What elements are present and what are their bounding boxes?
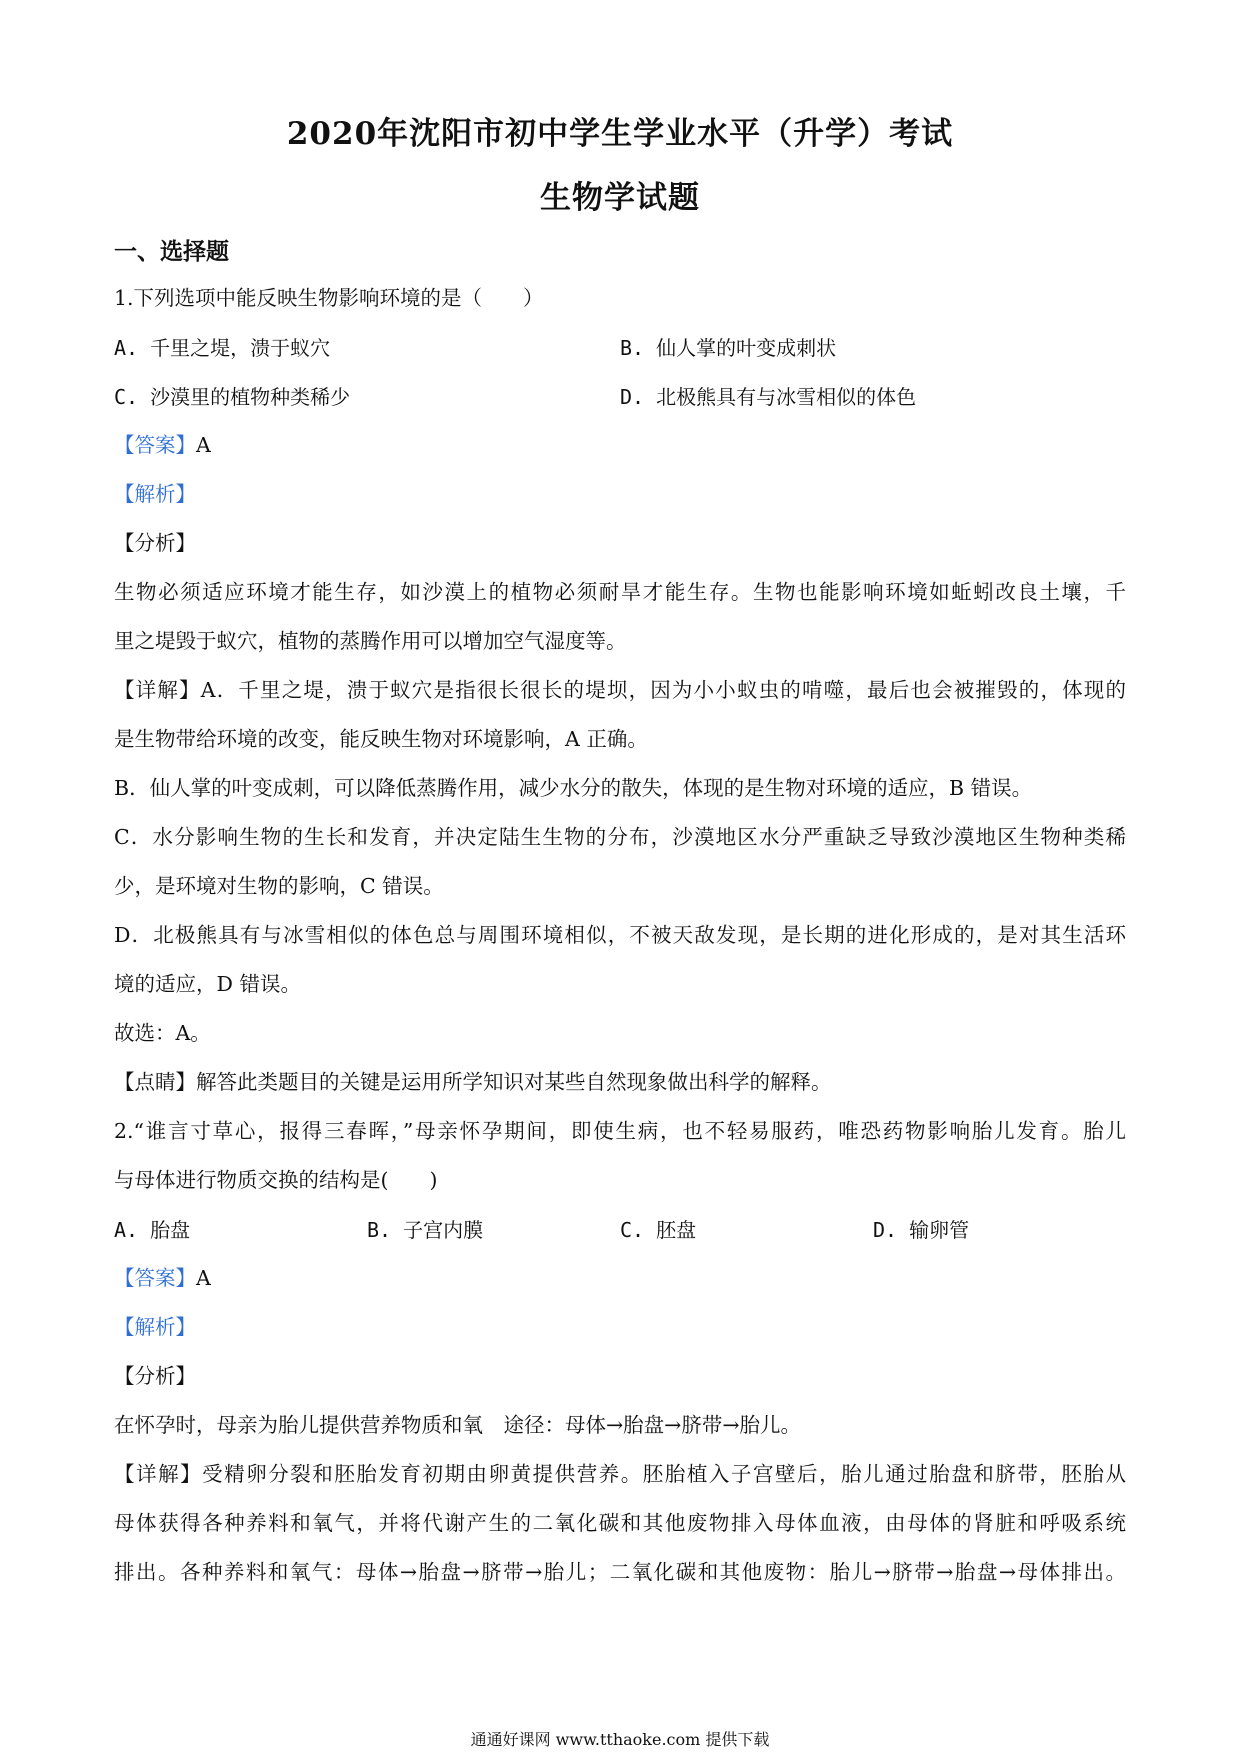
q1-detail-line: D．北极熊具有与冰雪相似的体色总与周围环境相似，不被天敌发现，是长期的进化形成的，是对其生活环 [114, 923, 1126, 947]
exam-title: 2020年沈阳市初中学生学业水平（升学）考试 [286, 116, 954, 152]
q1-option-b: B. 仙人掌的叶变成刺状 [620, 336, 837, 360]
q2-option-a: A. 胎盘 [114, 1218, 191, 1242]
page-footer: 通通好课网 www.tthaoke.com 提供下载 [470, 1730, 770, 1749]
q1-option-d: D. 北极熊具有与冰雪相似的体色 [620, 385, 917, 409]
q1-detail-line: 是生物带给环境的改变，能反映生物对环境影响，A 正确。 [114, 727, 648, 751]
q1-option-a: A. 千里之堤，溃于蚁穴 [114, 336, 331, 360]
q2-analysis-label: 【分析】 [114, 1364, 196, 1388]
question-2-stem: 2.“谁言寸草心，报得三春晖，”母亲怀孕期间，即使生病，也不轻易服药，唯恐药物影响胎儿发育。胎儿 [114, 1119, 1126, 1143]
q1-option-c: C. 沙漠里的植物种类稀少 [114, 385, 351, 409]
q1-detail-line: 【详解】A．千里之堤，溃于蚁穴是指很长很长的堤坝，因为小小蚁虫的啃噬，最后也会被摧毁的，体现的 [114, 678, 1126, 702]
q1-answer [114, 430, 1126, 460]
q2-option-b: B. 子宫内膜 [367, 1218, 484, 1242]
answer-value: A [196, 1266, 211, 1290]
q1-detail-line: 境的适应，D 错误。 [114, 972, 301, 996]
q1-detail-line: B．仙人掌的叶变成刺，可以降低蒸腾作用，减少水分的散失，体现的是生物对环境的适应，B 错误。 [114, 776, 1033, 800]
q2-option-d: D. 输卵管 [873, 1218, 970, 1242]
section-title: 一、选择题 [114, 238, 229, 265]
q1-explain-label: 【解析】 [114, 482, 196, 506]
answer-value: A [196, 433, 211, 457]
q2-analysis-line: 在怀孕时，母亲为胎儿提供营养物质和氧 途径：母体→胎盘→脐带→胎儿。 [114, 1413, 802, 1437]
q1-detail-line: 少，是环境对生物的影响，C 错误。 [114, 874, 444, 898]
q1-analysis-line: 生物必须适应环境才能生存，如沙漠上的植物必须耐旱才能生存。生物也能影响环境如蚯蚓改良土壤，千 [114, 580, 1126, 604]
q1-detail-line: 故选：A。 [114, 1021, 211, 1045]
answer-label: 【答案】 [114, 1266, 196, 1290]
answer-label: 【答案】 [114, 433, 196, 457]
q1-analysis-line: 里之堤毁于蚁穴，植物的蒸腾作用可以增加空气湿度等。 [114, 629, 627, 653]
question-1-stem: 1.下列选项中能反映生物影响环境的是（ ） [114, 286, 544, 310]
q2-detail-line: 母体获得各种养料和氧气，并将代谢产生的二氧化碳和其他废物排入母体血液，由母体的肾脏和呼吸系统 [114, 1511, 1126, 1535]
q1-detail-line: C．水分影响生物的生长和发育，并决定陆生生物的分布，沙漠地区水分严重缺乏导致沙漠地区生物种类稀 [114, 825, 1126, 849]
q2-option-c: C. 胚盘 [620, 1218, 697, 1242]
question-2-stem: 与母体进行物质交换的结构是( ) [114, 1168, 438, 1192]
q1-tip: 【点睛】解答此类题目的关键是运用所学知识对某些自然现象做出科学的解释。 [114, 1070, 832, 1094]
q1-analysis-label: 【分析】 [114, 531, 196, 555]
q2-answer [114, 1263, 1126, 1293]
q2-explain-label: 【解析】 [114, 1315, 196, 1339]
q2-detail-line: 排出。各种养料和氧气：母体→胎盘→脐带→胎儿；二氧化碳和其他废物：胎儿→脐带→胎盘→母体排出。 [114, 1560, 1126, 1584]
exam-subtitle: 生物学试题 [540, 180, 700, 216]
q2-detail-line: 【详解】受精卵分裂和胚胎发育初期由卵黄提供营养。胚胎植入子宫壁后，胎儿通过胎盘和脐带，胚胎从 [114, 1462, 1126, 1486]
